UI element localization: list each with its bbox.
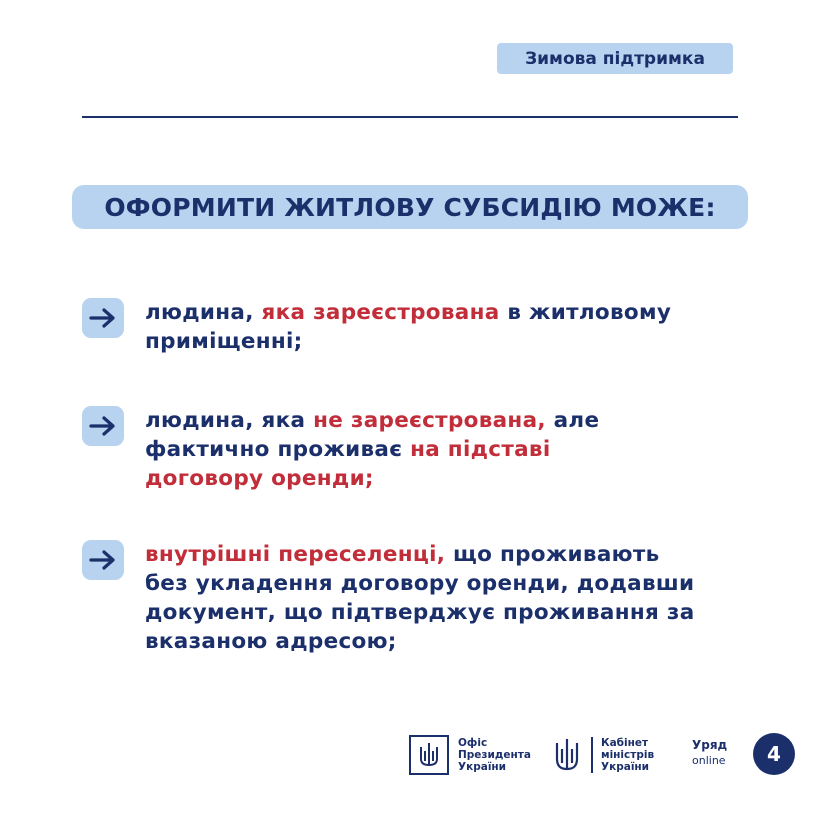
item-part: але фактично проживає [145, 408, 600, 462]
uryad-online-logo [692, 738, 727, 768]
item-part-accent: на підставі договору оренди; [145, 437, 551, 491]
cabinet-logo-text: Кабінет міністрів України [601, 737, 655, 773]
divider [82, 116, 738, 118]
arrow-right-icon [82, 298, 124, 338]
headline: ОФОРМИТИ ЖИТЛОВУ СУБСИДІЮ МОЖЕ: [72, 185, 748, 229]
item-part: людина, яка [145, 408, 314, 433]
trident-icon [553, 735, 581, 775]
item-part: в житловому приміщенні; [145, 300, 672, 354]
item-part-accent: внутрішні переселенці, [145, 542, 446, 567]
office-logo-text: Офіс Президента України [458, 737, 531, 773]
cabinet-ministers-logo [553, 735, 654, 775]
item-part: що проживають без укладення договору оренди, додавши документ, що підтверджує проживання за вказаною адресою; [145, 542, 695, 654]
item-text [145, 406, 625, 493]
item-part-accent: не зареєстрована, [313, 408, 546, 433]
item-text [145, 298, 745, 356]
item-text [145, 540, 705, 656]
online-label: online [692, 754, 726, 767]
trident-icon [409, 735, 449, 775]
arrow-right-icon [82, 406, 124, 446]
section-tag: Зимова підтримка [497, 43, 733, 74]
office-president-logo [409, 735, 531, 775]
uryad-label: Уряд [692, 738, 728, 752]
arrow-right-icon [82, 540, 124, 580]
item-part-accent: яка зареєстрована [261, 300, 500, 325]
logo-divider [591, 737, 593, 773]
item-part: людина, [145, 300, 262, 325]
page-number-badge: 4 [753, 733, 795, 775]
